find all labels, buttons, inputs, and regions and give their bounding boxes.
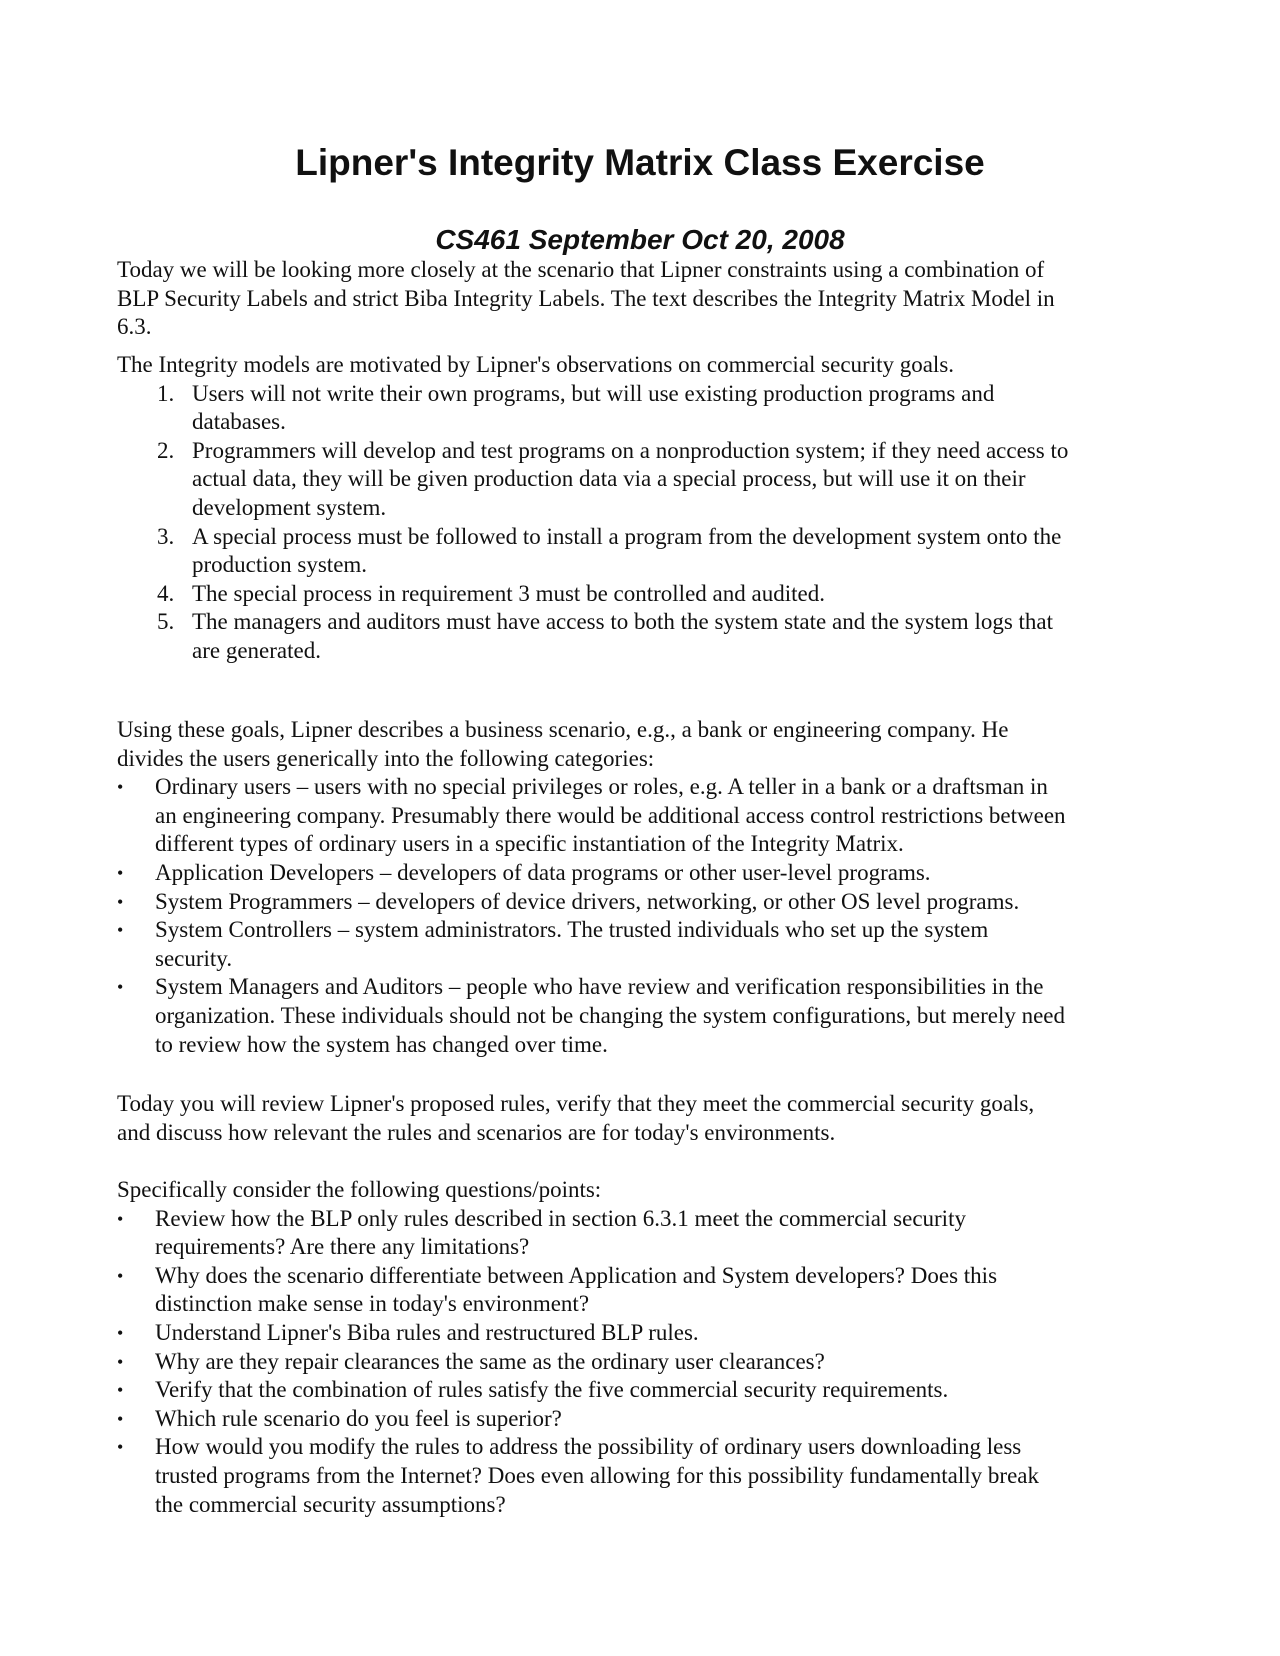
intro-line: BLP Security Labels and strict Biba Integrity Labels. The text describes the Integrity Matrix Model in xyxy=(117,285,1055,311)
intro-paragraph xyxy=(117,256,1179,342)
user-categories-list xyxy=(117,773,1179,1059)
question-line: Which rule scenario do you feel is superior? xyxy=(155,1405,562,1431)
question-line: requirements? Are there any limitations? xyxy=(155,1234,530,1260)
scenario-section xyxy=(117,716,1179,1059)
review-line: and discuss how relevant the rules and scenarios are for today's environments. xyxy=(117,1119,836,1145)
bullet-icon: • xyxy=(117,862,124,883)
bullet-icon: • xyxy=(117,1208,124,1229)
bullet-icon: • xyxy=(117,977,124,998)
question-line: distinction make sense in today's environment? xyxy=(155,1291,590,1317)
category-line: System Managers and Auditors – people who have review and verification responsibilities in the xyxy=(155,974,1044,1000)
review-line: Today you will review Lipner's proposed rules, verify that they meet the commercial security goals, xyxy=(117,1091,1035,1116)
goals-list xyxy=(117,380,1179,666)
question-item xyxy=(117,1205,1179,1262)
question-item xyxy=(117,1376,1179,1405)
questions-list xyxy=(117,1205,1179,1520)
scenario-line: Using these goals, Lipner describes a business scenario, e.g., a bank or engineering company. He xyxy=(117,717,1009,742)
goal-item xyxy=(117,380,1179,437)
question-line: Why does the scenario differentiate between Application and System developers? Does this xyxy=(155,1262,998,1288)
questions-lead: Specifically consider the following questions/points: xyxy=(117,1177,602,1202)
goal-item xyxy=(117,608,1179,665)
goal-item xyxy=(117,580,1179,609)
category-line: to review how the system has changed over time. xyxy=(155,1031,608,1057)
question-item xyxy=(117,1405,1179,1434)
question-item xyxy=(117,1433,1179,1519)
question-line: trusted programs from the Internet? Does even allowing for this possibility fundamentally break xyxy=(155,1462,1039,1488)
goal-line: The managers and auditors must have access to both the system state and the system logs that xyxy=(192,609,1054,635)
question-item xyxy=(117,1262,1179,1319)
goal-line: Programmers will develop and test programs on a nonproduction system; if they need access to xyxy=(192,437,1069,463)
goal-number: 3. xyxy=(157,523,175,549)
bullet-icon: • xyxy=(117,891,124,912)
question-line: the commercial security assumptions? xyxy=(155,1491,506,1517)
goal-number: 5. xyxy=(157,609,175,635)
goal-number: 4. xyxy=(157,580,175,606)
category-line: different types of ordinary users in a specific instantiation of the Integrity Matrix. xyxy=(155,831,904,857)
bullet-icon: • xyxy=(117,1408,124,1429)
question-line: Review how the BLP only rules described in section 6.3.1 meet the commercial security xyxy=(155,1205,966,1231)
category-item xyxy=(117,973,1179,1059)
goal-line: The special process in requirement 3 must be controlled and audited. xyxy=(192,580,825,606)
scenario-line: divides the users generically into the following categories: xyxy=(117,745,655,771)
category-line: organization. These individuals should not be changing the system configurations, but merely need xyxy=(155,1002,1066,1028)
goal-line: Users will not write their own programs, but will use existing production programs and xyxy=(192,380,995,406)
category-line: security. xyxy=(155,945,233,971)
review-paragraph xyxy=(117,1090,1179,1147)
question-line: Understand Lipner's Biba rules and restructured BLP rules. xyxy=(155,1319,699,1345)
goal-number: 1. xyxy=(157,380,175,406)
category-line: System Programmers – developers of device drivers, networking, or other OS level programs. xyxy=(155,888,1020,914)
intro-line: 6.3. xyxy=(117,314,152,340)
bullet-icon: • xyxy=(117,777,124,798)
category-item xyxy=(117,773,1179,859)
category-line: an engineering company. Presumably there would be additional access control restrictions between xyxy=(155,802,1066,828)
bullet-icon: • xyxy=(117,1351,124,1372)
question-item xyxy=(117,1348,1179,1377)
bullet-icon: • xyxy=(117,1380,124,1401)
goal-line: databases. xyxy=(192,409,286,435)
questions-section xyxy=(117,1176,1179,1519)
bullet-icon: • xyxy=(117,1265,124,1286)
goal-line: are generated. xyxy=(192,637,321,663)
bullet-icon: • xyxy=(117,1322,124,1343)
bullet-icon: • xyxy=(117,920,124,941)
motivation-section xyxy=(117,351,1179,666)
bullet-icon: • xyxy=(117,1437,124,1458)
goal-line: actual data, they will be given production data via a special process, but will use it on their xyxy=(192,466,1026,492)
question-line: How would you modify the rules to address the possibility of ordinary users downloading less xyxy=(155,1434,1022,1460)
category-line: System Controllers – system administrators. The trusted individuals who set up the system xyxy=(155,917,989,943)
goal-line: production system. xyxy=(192,552,368,578)
category-line: Ordinary users – users with no special privileges or roles, e.g. A teller in a bank or a draftsman in xyxy=(155,774,1048,800)
goal-line: development system. xyxy=(192,494,387,520)
category-item xyxy=(117,888,1179,917)
category-item xyxy=(117,916,1179,973)
category-line: Application Developers – developers of data programs or other user-level programs. xyxy=(155,859,931,885)
motivation-lead: The Integrity models are motivated by Lipner's observations on commercial security goals. xyxy=(117,352,955,377)
question-item xyxy=(117,1319,1179,1348)
goal-line: A special process must be followed to install a program from the development system onto the xyxy=(192,523,1062,549)
category-item xyxy=(117,859,1179,888)
goal-item xyxy=(117,437,1179,523)
document-subtitle: CS461 September Oct 20, 2008 xyxy=(435,224,845,255)
goal-number: 2. xyxy=(157,437,175,463)
intro-line: Today we will be looking more closely at the scenario that Lipner constraints using a combination of xyxy=(117,257,1045,282)
goal-item xyxy=(117,523,1179,580)
question-line: Why are they repair clearances the same as the ordinary user clearances? xyxy=(155,1348,825,1374)
question-line: Verify that the combination of rules satisfy the five commercial security requirements. xyxy=(155,1377,949,1403)
document-title: Lipner's Integrity Matrix Class Exercise xyxy=(295,142,985,183)
